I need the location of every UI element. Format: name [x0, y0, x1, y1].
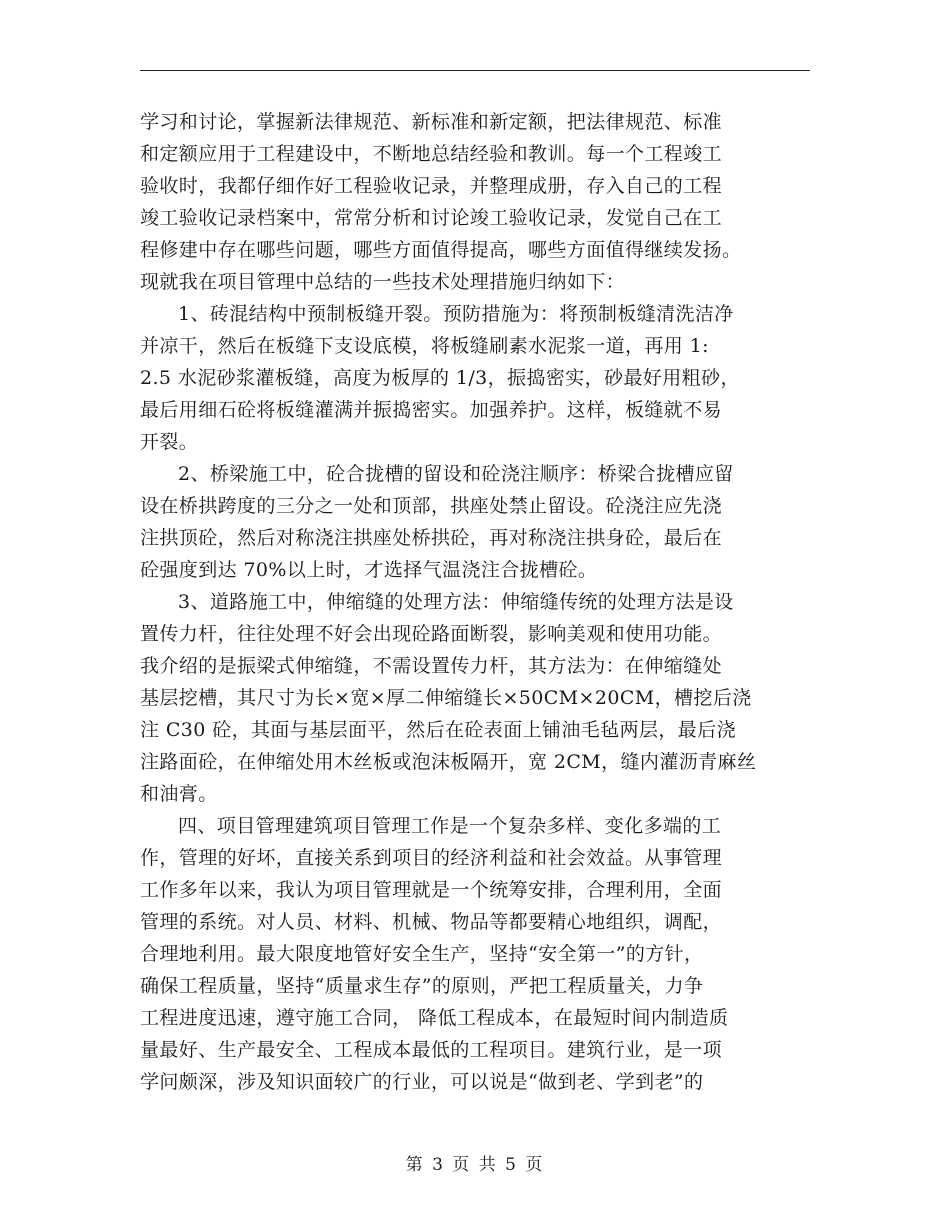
text-line: 砼强度到达 70%以上时，才选择气温浇注合拢槽砼。	[140, 559, 598, 581]
header-rule	[140, 70, 810, 71]
text-line: 并凉干，然后在板缝下支设底模，将板缝刷素水泥浆一道，再用 1:	[140, 335, 709, 357]
text-line: 2、桥梁施工中，砼合拢槽的留设和砼浇注顺序：桥梁合拢槽应留	[178, 463, 734, 485]
text-line: 注路面砼，在伸缩处用木丝板或泡沫板隔开，宽 2CM，缝内灌沥青麻丝	[140, 751, 757, 773]
text-line: 学习和讨论，掌握新法律规范、新标准和新定额，把法律规范、标准	[140, 111, 723, 133]
text-line: 工程进度迅速，遵守施工合同， 降低工程成本，在最短时间内制造质	[140, 1007, 729, 1029]
text-line: 验收时，我都仔细作好工程验收记录，并整理成册，存入自己的工程	[140, 175, 723, 197]
text-line: 和油膏。	[140, 783, 218, 805]
text-line: 程修建中存在哪些问题，哪些方面值得提高，哪些方面值得继续发扬。	[140, 239, 742, 261]
text-line: 最后用细石砼将板缝灌满并振捣密实。加强养护。这样，板缝就不易	[140, 399, 723, 421]
text-line: 确保工程质量，坚持“质量求生存”的原则，严把工程质量关，力争	[140, 975, 704, 997]
text-line: 和定额应用于工程建设中，不断地总结经验和教训。每一个工程竣工	[140, 143, 723, 165]
paragraph	[140, 298, 810, 458]
text-line: 合理地利用。最大限度地管好安全生产，坚持“安全第一”的方针，	[140, 943, 704, 965]
text-line: 3、道路施工中，伸缩缝的处理方法：伸缩缝传统的处理方法是设	[178, 591, 734, 613]
text-line: 竣工验收记录档案中，常常分析和讨论竣工验收记录，发觉自己在工	[140, 207, 723, 229]
document-body	[140, 106, 810, 1098]
text-line: 作，管理的好坏，直接关系到项目的经济利益和社会效益。从事管理	[140, 847, 723, 869]
text-line: 四、项目管理建筑项目管理工作是一个复杂多样、变化多端的工	[178, 815, 722, 837]
text-line: 量最好、生产最安全、工程成本最低的工程项目。建筑行业，是一项	[140, 1039, 723, 1061]
text-line: 1、砖混结构中预制板缝开裂。预防措施为：将预制板缝清洗洁净	[178, 303, 734, 325]
text-line: 基层挖槽，其尺寸为长×宽×厚二伸缩缝长×50CM×20CM，槽挖后浇	[140, 687, 752, 709]
text-line: 学问颇深，涉及知识面较广的行业，可以说是“做到老、学到老”的	[140, 1071, 704, 1093]
text-line: 工作多年以来，我认为项目管理就是一个统筹安排，合理利用，全面	[140, 879, 723, 901]
text-line: 2.5 水泥砂浆灌板缝，高度为板厚的 1/3，振捣密实，砂最好用粗砂，	[140, 367, 740, 389]
text-line: 设在桥拱跨度的三分之一处和顶部，拱座处禁止留设。砼浇注应先浇	[140, 495, 723, 517]
text-line: 现就我在项目管理中总结的一些技术处理措施归纳如下：	[140, 271, 626, 293]
text-line: 我介绍的是振梁式伸缩缝，不需设置传力杆，其方法为：在伸缩缝处	[140, 655, 723, 677]
text-line: 开裂。	[140, 431, 199, 453]
text-line: 管理的系统。对人员、材料、机械、物品等都要精心地组织，调配，	[140, 911, 723, 933]
paragraph	[140, 458, 810, 586]
paragraph	[140, 810, 810, 1098]
text-line: 置传力杆，往往处理不好会出现砼路面断裂，影响美观和使用功能。	[140, 623, 723, 645]
text-line: 注拱顶砼，然后对称浇注拱座处桥拱砼，再对称浇注拱身砼，最后在	[140, 527, 723, 549]
paragraph	[140, 106, 810, 298]
page-number: 第 3 页 共 5 页	[405, 1155, 545, 1175]
paragraph	[140, 586, 810, 810]
text-line: 注 C30 砼，其面与基层面平，然后在砼表面上铺油毛毡两层，最后浇	[140, 719, 736, 741]
